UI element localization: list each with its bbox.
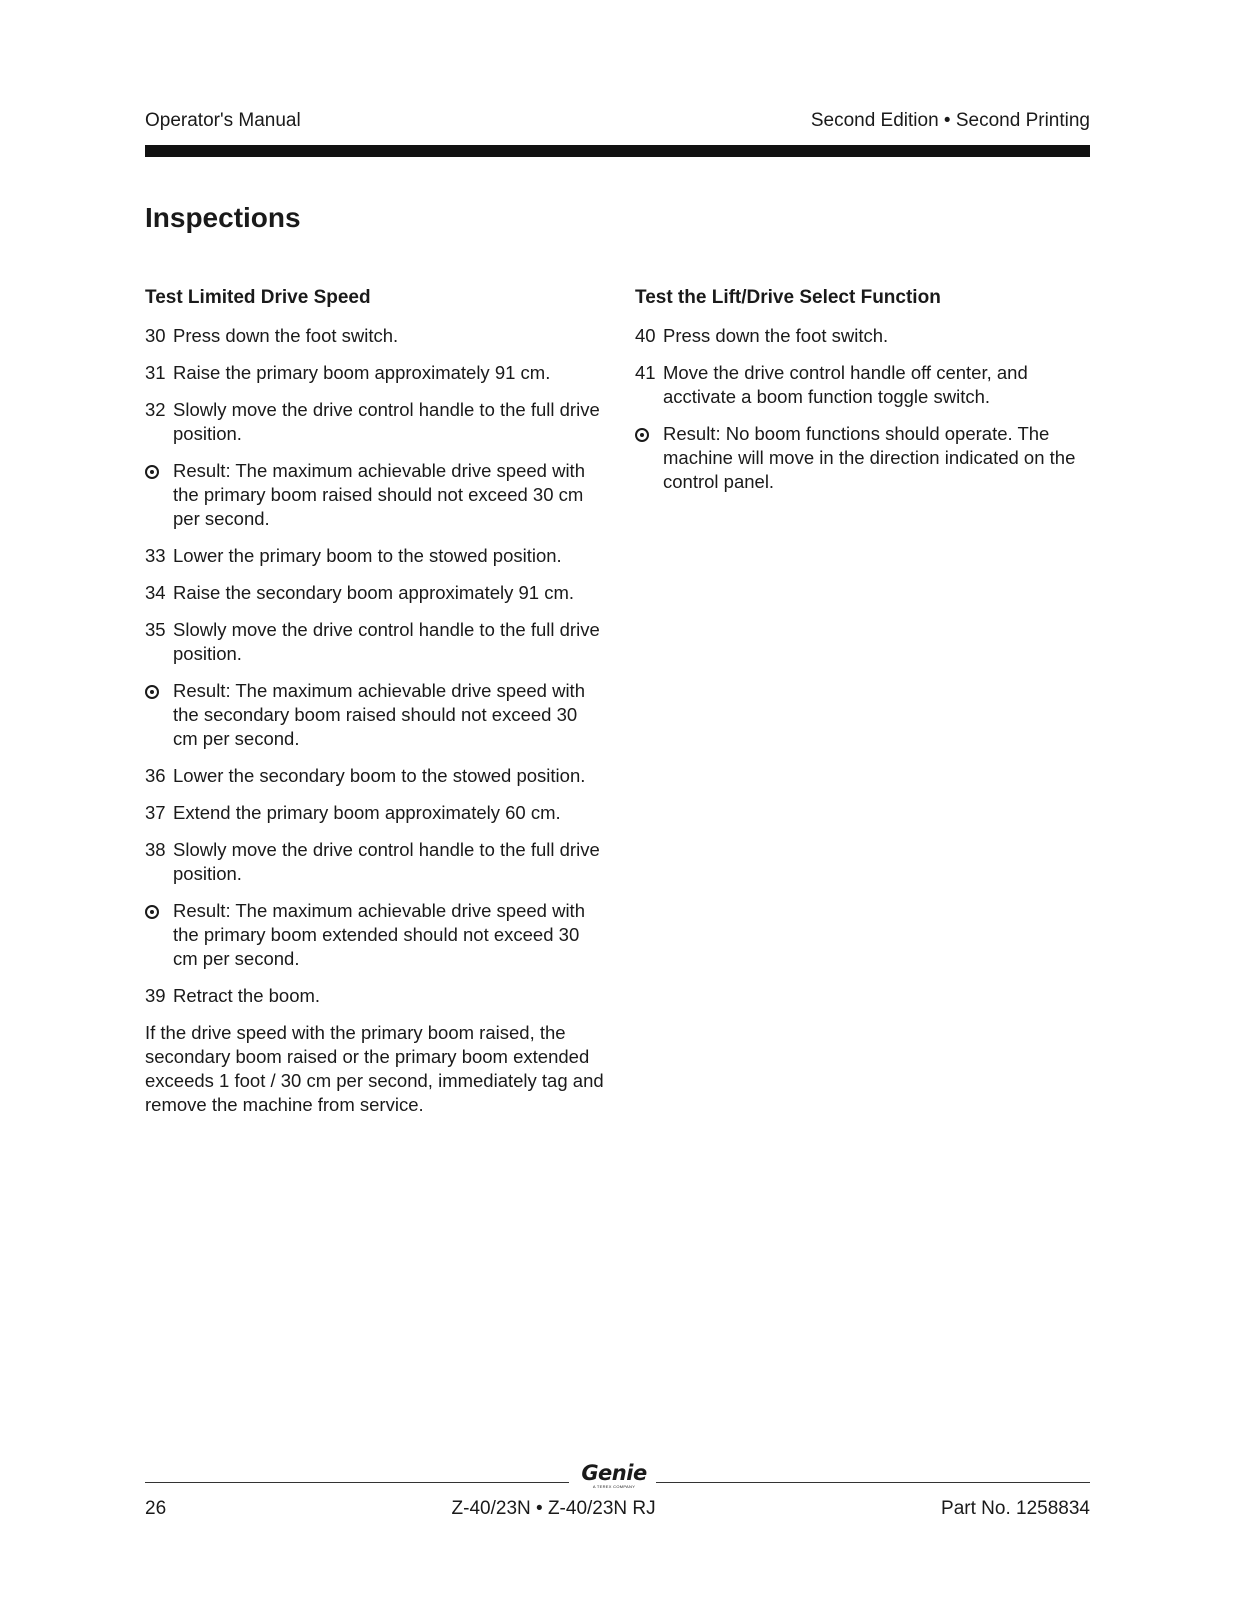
step-number: 32 [145,399,166,420]
step-number: 31 [145,362,166,383]
logo-word: Genie [581,1461,647,1485]
result-primary-extended [145,899,605,971]
step-31 [145,361,605,385]
step-number: 40 [635,325,656,346]
warning-note: If the drive speed with the primary boom raised, the secondary boom raised or the primary boom extended exceeds 1 foot / 30 cm per second, immediately tag and remove the machine from service. [145,1022,604,1115]
left-column [145,286,605,1117]
step-number: 37 [145,802,166,823]
page-number: 26 [145,1498,167,1519]
step-35 [145,618,605,666]
step-number: 39 [145,985,166,1006]
step-36 [145,764,605,788]
step-number: 34 [145,582,166,603]
header-rule [145,145,1090,157]
step-text: Raise the primary boom approximately 91 cm. [173,362,551,383]
footer-rule-left [145,1482,569,1483]
step-30 [145,324,605,348]
result-text: Result: The maximum achievable drive speed with the primary boom extended should not exceed 30 cm per second. [173,900,585,969]
step-38 [145,838,605,886]
step-number: 33 [145,545,166,566]
step-text: Lower the secondary boom to the stowed position. [173,765,586,786]
step-text: Slowly move the drive control handle to the full drive position. [173,619,600,664]
step-text: Extend the primary boom approximately 60 cm. [173,802,561,823]
step-41 [635,361,1095,409]
left-column-heading: Test Limited Drive Speed [145,287,371,308]
result-target-icon [145,905,159,919]
step-37 [145,801,605,825]
section-title: Inspections [145,202,301,233]
step-number: 41 [635,362,656,383]
step-40 [635,324,1095,348]
step-text: Slowly move the drive control handle to the full drive position. [173,839,600,884]
step-text: Slowly move the drive control handle to the full drive position. [173,399,600,444]
footer-model: Z-40/23N • Z-40/23N RJ [451,1498,656,1519]
step-number: 36 [145,765,166,786]
result-text: Result: The maximum achievable drive speed with the primary boom raised should not exceed 30 cm per second. [173,460,585,529]
step-text: Move the drive control handle off center, and acctivate a boom function toggle switch. [663,362,1028,407]
step-33 [145,544,605,568]
page-footer [145,1498,1090,1520]
header-manual-title: Operator's Manual [145,110,301,131]
result-target-icon [145,685,159,699]
step-number: 38 [145,839,166,860]
step-number: 35 [145,619,166,640]
step-32 [145,398,605,446]
result-primary-raised [145,459,605,531]
step-text: Lower the primary boom to the stowed position. [173,545,562,566]
header-edition: Second Edition • Second Printing [810,110,1090,131]
step-number: 30 [145,325,166,346]
step-text: Press down the foot switch. [663,325,889,346]
right-column-heading: Test the Lift/Drive Select Function [635,287,941,308]
footer-part-number: Part No. 1258834 [941,1498,1090,1519]
result-target-icon [145,465,159,479]
footer-rule-right [656,1482,1090,1483]
step-39 [145,984,605,1008]
page-header [145,110,1090,132]
result-secondary-raised [145,679,605,751]
result-lift-drive-select [635,422,1095,494]
step-text: Press down the foot switch. [173,325,399,346]
result-text: Result: No boom functions should operate. The machine will move in the direction indicated on the control panel. [663,423,1076,492]
step-34 [145,581,605,605]
genie-logo [576,1462,652,1489]
right-column [635,286,1095,507]
step-text: Raise the secondary boom approximately 91 cm. [173,582,575,603]
logo-tagline: A TEREX COMPANY [592,1484,636,1489]
step-text: Retract the boom. [173,985,321,1006]
result-text: Result: The maximum achievable drive speed with the secondary boom raised should not exceed 30 cm per second. [173,680,585,749]
result-target-icon [635,428,649,442]
